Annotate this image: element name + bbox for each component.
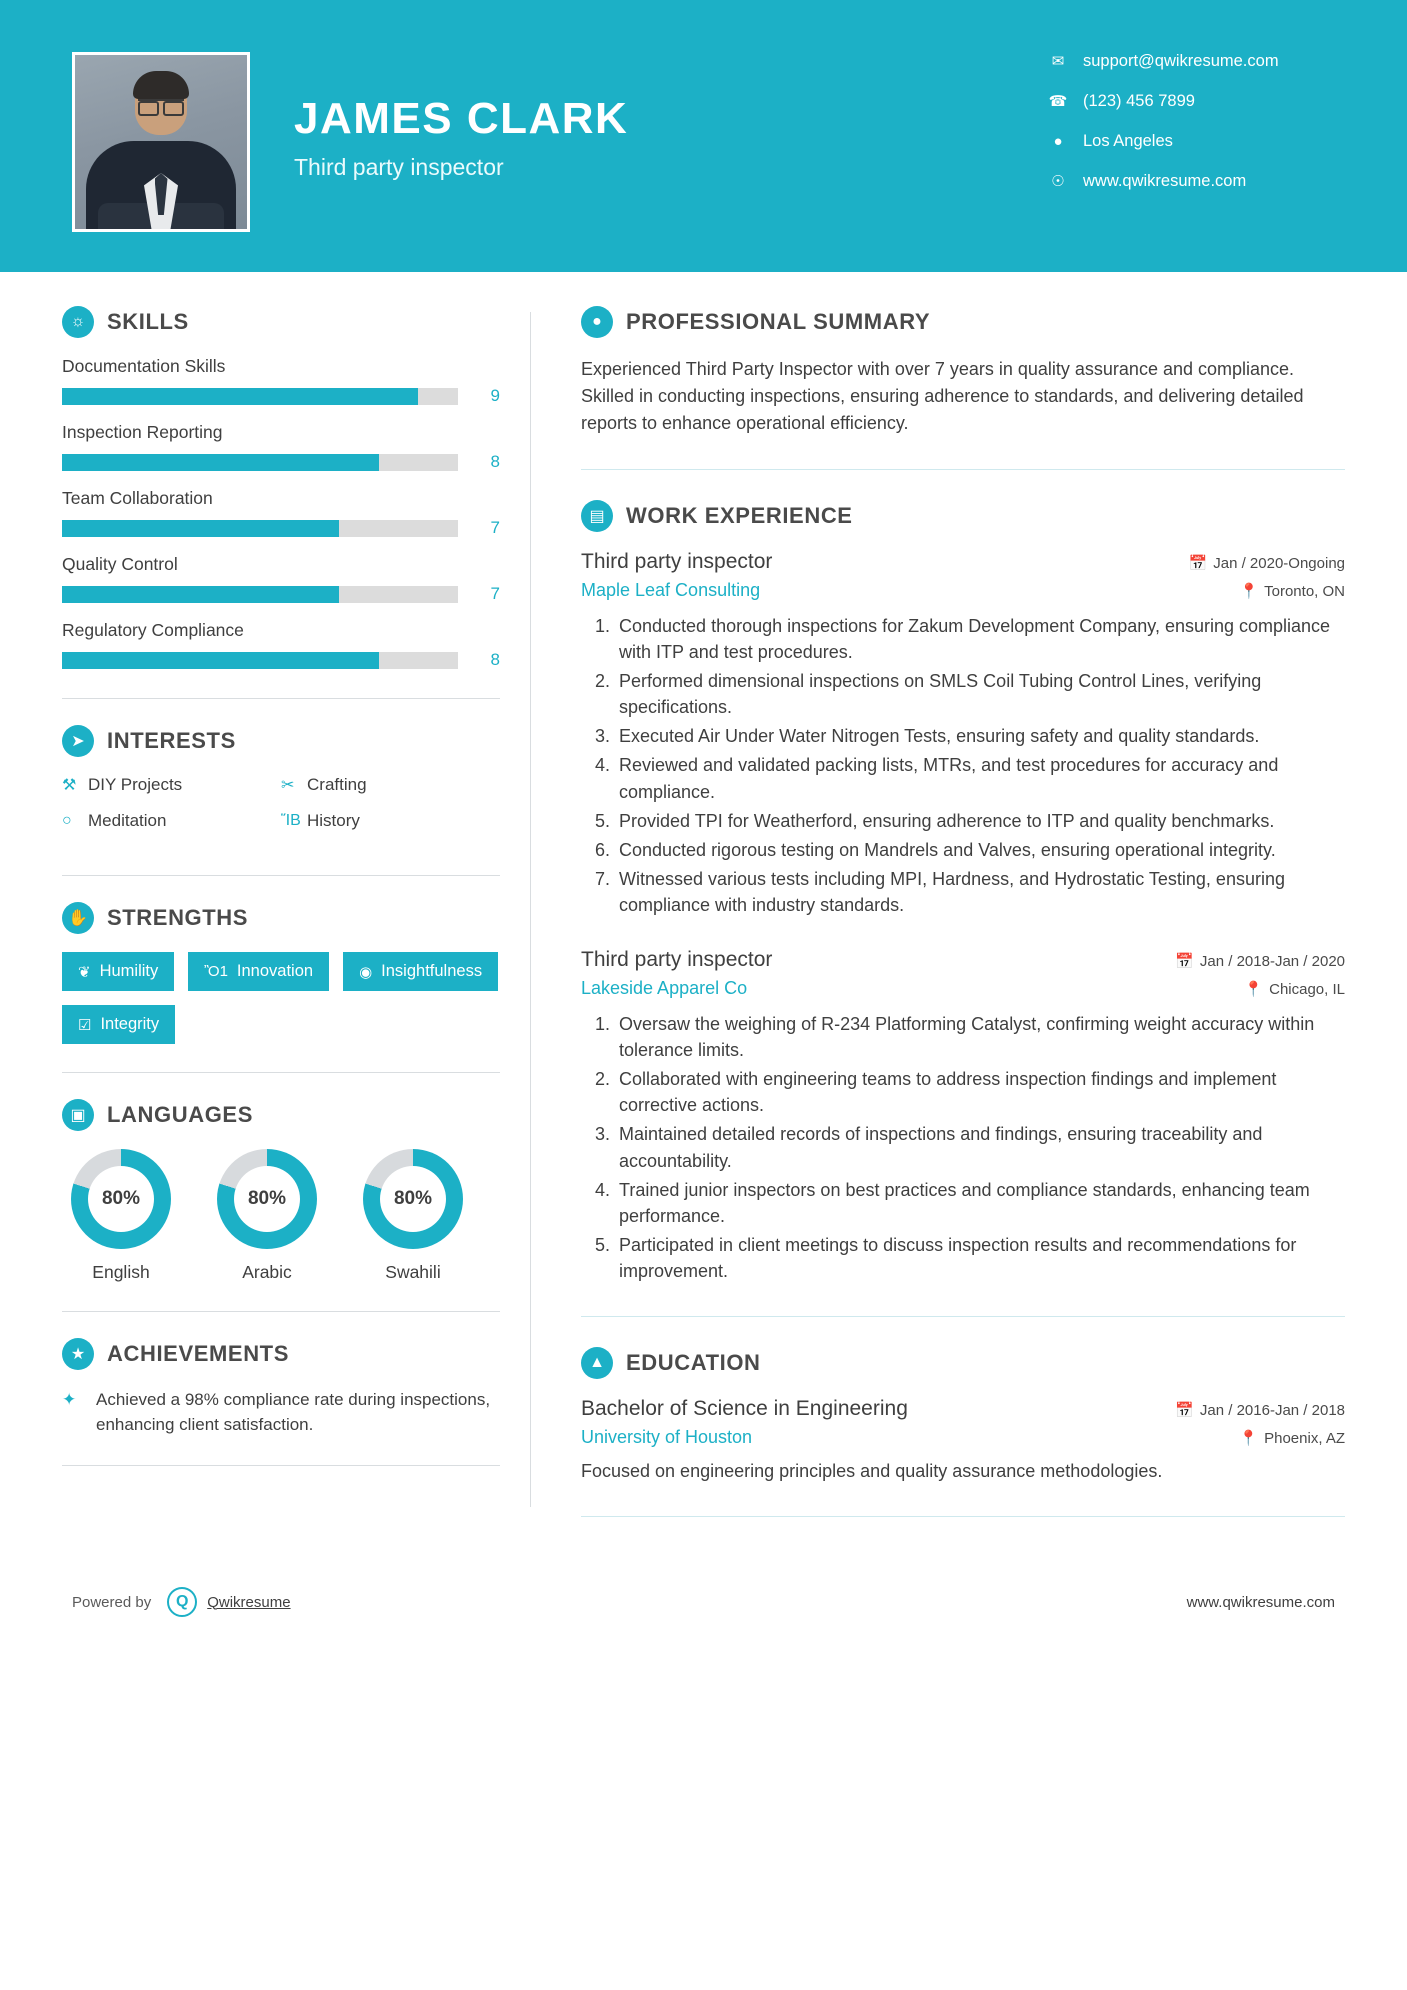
calendar-icon: 📅 bbox=[1175, 953, 1194, 971]
header-job-title: Third party inspector bbox=[294, 154, 504, 180]
job-position: Third party inspector bbox=[581, 948, 773, 972]
education-date bbox=[1175, 1401, 1345, 1419]
language-donut bbox=[363, 1149, 463, 1249]
duty-item: 5. Provided TPI for Weatherford, ensuring adherence to ITP and quality benchmarks. bbox=[615, 808, 1345, 834]
duty-item: 7. Witnessed various tests including MPI, Hardness, and Hydrostatic Testing, ensuring compliance with industry standards. bbox=[615, 866, 1345, 918]
duty-item: 2. Performed dimensional inspections on SMLS Coil Tubing Control Lines, verifying specifications. bbox=[615, 668, 1345, 720]
interest-item bbox=[281, 775, 500, 795]
work-title: WORK EXPERIENCE bbox=[626, 503, 853, 528]
skill-bar bbox=[62, 520, 458, 537]
interest-label: History bbox=[307, 811, 360, 830]
powered-by-label: Powered by bbox=[72, 1593, 152, 1611]
job-company: Maple Leaf Consulting bbox=[581, 580, 761, 600]
skills-title: SKILLS bbox=[107, 309, 189, 334]
language-donut bbox=[217, 1149, 317, 1249]
bulb-icon: Ὂ1 bbox=[204, 963, 228, 980]
strengths-list bbox=[62, 952, 500, 1044]
divider bbox=[62, 875, 500, 876]
skill-label: Regulatory Compliance bbox=[62, 620, 244, 640]
section-languages bbox=[62, 1099, 500, 1283]
language-item bbox=[62, 1149, 180, 1283]
lightbulb-icon: ☼ bbox=[62, 306, 94, 338]
location-pin-icon: 📍 bbox=[1244, 981, 1264, 999]
eye-icon: ◉ bbox=[359, 963, 373, 981]
skill-value: 7 bbox=[490, 518, 500, 537]
job-location-text: Toronto, ON bbox=[1264, 583, 1345, 600]
achievements-heading bbox=[62, 1338, 500, 1370]
left-column bbox=[62, 272, 500, 1547]
duty-item: 3. Executed Air Under Water Nitrogen Tests, ensuring safety and quality standards. bbox=[615, 723, 1345, 749]
education-list bbox=[581, 1397, 1345, 1484]
envelope-icon: ✉ bbox=[1051, 53, 1065, 70]
skill-item bbox=[62, 620, 500, 670]
resume-header bbox=[0, 0, 1407, 272]
interests-list bbox=[62, 775, 500, 847]
resume-body bbox=[0, 272, 1407, 1547]
languages-heading bbox=[62, 1099, 500, 1131]
skill-bar bbox=[62, 652, 458, 669]
duty-item: 5. Participated in client meetings to discuss inspection results and recommendations for improvement. bbox=[615, 1232, 1345, 1284]
wrench-icon: ⚒ bbox=[62, 777, 77, 794]
skill-label: Documentation Skills bbox=[62, 356, 226, 376]
job-company: Lakeside Apparel Co bbox=[581, 978, 748, 999]
language-label: Arabic bbox=[242, 1262, 292, 1282]
duty-item: 1. Conducted thorough inspections for Zakum Development Company, ensuring compliance with ITP and test procedures. bbox=[615, 613, 1345, 665]
language-card-icon: ▣ bbox=[62, 1099, 94, 1131]
strength-label: Integrity bbox=[100, 1015, 160, 1033]
contact-item-email[interactable] bbox=[1045, 52, 1345, 71]
powered-by bbox=[72, 1587, 291, 1617]
work-entry bbox=[581, 948, 1345, 1284]
user-circle-icon: ● bbox=[581, 306, 613, 338]
education-location bbox=[1239, 1429, 1345, 1447]
calendar-icon: 📅 bbox=[1175, 1401, 1194, 1419]
languages-list bbox=[62, 1149, 500, 1283]
language-item bbox=[208, 1149, 326, 1283]
education-degree: Bachelor of Science in Engineering bbox=[581, 1396, 908, 1420]
leaf-icon: ❦ bbox=[78, 963, 91, 981]
strength-chip bbox=[62, 1005, 175, 1044]
star-icon: ✦ bbox=[62, 1390, 77, 1409]
duty-item: 3. Maintained detailed records of inspections and findings, ensuring traceability and accountability. bbox=[615, 1121, 1345, 1173]
education-description: Focused on engineering principles and quality assurance methodologies. bbox=[581, 1460, 1163, 1481]
right-column bbox=[531, 272, 1345, 1547]
brand-link[interactable]: Qwikresume bbox=[207, 1593, 291, 1611]
strength-chip bbox=[343, 952, 498, 991]
skill-label: Inspection Reporting bbox=[62, 422, 223, 442]
globe-icon: ☉ bbox=[1051, 173, 1065, 190]
paper-plane-icon: ➤ bbox=[62, 725, 94, 757]
language-item bbox=[354, 1149, 472, 1283]
strength-chip bbox=[62, 952, 174, 991]
contact-website-text: www.qwikresume.com bbox=[1083, 172, 1247, 190]
skill-bar bbox=[62, 454, 458, 471]
location-pin-icon: ● bbox=[1053, 133, 1063, 150]
section-interests bbox=[62, 725, 500, 847]
skill-label: Team Collaboration bbox=[62, 488, 213, 508]
duty-item: 4. Trained junior inspectors on best practices and compliance standards, enhancing team performance. bbox=[615, 1177, 1345, 1229]
phone-icon: ☎ bbox=[1048, 93, 1068, 110]
skill-value: 9 bbox=[490, 386, 500, 405]
star-badge-icon: ★ bbox=[62, 1338, 94, 1370]
summary-heading bbox=[581, 306, 1345, 338]
divider bbox=[581, 1516, 1345, 1517]
job-location bbox=[1244, 980, 1345, 998]
language-percent: 80% bbox=[234, 1166, 300, 1232]
strength-label: Humility bbox=[99, 962, 159, 980]
contact-list bbox=[1045, 52, 1345, 212]
skill-item bbox=[62, 488, 500, 538]
achievements-title: ACHIEVEMENTS bbox=[107, 1341, 289, 1366]
page-title: JAMES CLARK bbox=[294, 94, 629, 143]
language-label: English bbox=[92, 1262, 150, 1282]
briefcase-icon: ▤ bbox=[581, 500, 613, 532]
strength-label: Insightfulness bbox=[381, 962, 483, 980]
strength-label: Innovation bbox=[236, 962, 314, 980]
section-work-experience bbox=[581, 500, 1345, 1284]
strengths-title: STRENGTHS bbox=[107, 905, 249, 930]
location-pin-icon: 📍 bbox=[1239, 583, 1259, 600]
education-title: EDUCATION bbox=[626, 1349, 761, 1375]
jobs-list bbox=[581, 550, 1345, 1284]
section-skills bbox=[62, 306, 500, 670]
summary-text: Experienced Third Party Inspector with over 7 years in quality assurance and compliance. Skilled in conducting inspections, ensuring adherence to standards, and delivering detailed reports to enhance operational efficiency. bbox=[581, 359, 1304, 433]
hand-icon: ✋ bbox=[62, 902, 94, 934]
contact-item-location bbox=[1045, 132, 1345, 151]
skill-bar bbox=[62, 388, 458, 405]
interest-item bbox=[62, 811, 281, 831]
skill-item bbox=[62, 356, 500, 406]
work-heading bbox=[581, 500, 1345, 532]
skill-value: 7 bbox=[490, 584, 500, 603]
interest-item bbox=[281, 811, 500, 831]
footer bbox=[0, 1587, 1407, 1617]
education-school: University of Houston bbox=[581, 1426, 753, 1447]
education-heading bbox=[581, 1347, 1345, 1379]
qwikresume-logo-icon: Q bbox=[167, 1587, 197, 1617]
achievement-text: Achieved a 98% compliance rate during inspections, enhancing client satisfaction. bbox=[96, 1390, 491, 1434]
divider bbox=[62, 1311, 500, 1312]
job-date bbox=[1175, 952, 1345, 970]
strengths-heading bbox=[62, 902, 500, 934]
divider bbox=[62, 698, 500, 699]
contact-email-text: support@qwikresume.com bbox=[1083, 52, 1279, 70]
circle-icon: ○ bbox=[62, 812, 72, 829]
education-location-text: Phoenix, AZ bbox=[1264, 1429, 1345, 1447]
duties-list bbox=[615, 613, 1345, 918]
skill-value: 8 bbox=[490, 650, 500, 669]
job-location bbox=[1239, 582, 1345, 600]
location-pin-icon: 📍 bbox=[1239, 1429, 1259, 1447]
interest-label: Crafting bbox=[307, 775, 367, 794]
duties-list bbox=[615, 1011, 1345, 1284]
graduation-icon: ▲ bbox=[581, 1347, 613, 1379]
contact-location-text: Los Angeles bbox=[1083, 132, 1173, 150]
work-entry bbox=[581, 550, 1345, 918]
section-education bbox=[581, 1347, 1345, 1484]
divider bbox=[62, 1465, 500, 1466]
avatar bbox=[72, 52, 250, 232]
education-date-text: Jan / 2016-Jan / 2018 bbox=[1199, 1401, 1345, 1419]
language-percent: 80% bbox=[380, 1166, 446, 1232]
achievement-item bbox=[62, 1388, 500, 1437]
section-strengths bbox=[62, 902, 500, 1044]
education-entry bbox=[581, 1397, 1345, 1484]
skills-heading bbox=[62, 306, 500, 338]
interests-title: INTERESTS bbox=[107, 728, 236, 753]
skill-item bbox=[62, 422, 500, 472]
footer-url[interactable]: www.qwikresume.com bbox=[1186, 1593, 1335, 1611]
job-position: Third party inspector bbox=[581, 550, 773, 573]
contact-phone-text: (123) 456 7899 bbox=[1083, 92, 1195, 110]
languages-title: LANGUAGES bbox=[107, 1102, 253, 1127]
interest-label: DIY Projects bbox=[88, 775, 183, 794]
skill-bar bbox=[62, 586, 458, 603]
language-donut bbox=[71, 1149, 171, 1249]
scissors-icon: ✂ bbox=[281, 777, 295, 794]
contact-item-phone[interactable] bbox=[1045, 92, 1345, 111]
job-date-text: Jan / 2018-Jan / 2020 bbox=[1199, 953, 1345, 971]
job-date-text: Jan / 2020-Ongoing bbox=[1213, 555, 1345, 572]
duty-item: 2. Collaborated with engineering teams to address inspection findings and implement corrective actions. bbox=[615, 1066, 1345, 1118]
calendar-icon: 📅 bbox=[1188, 555, 1208, 572]
summary-title: PROFESSIONAL SUMMARY bbox=[626, 309, 931, 334]
divider bbox=[62, 1072, 500, 1073]
skill-label: Quality Control bbox=[62, 554, 178, 574]
divider bbox=[581, 469, 1345, 470]
strength-chip bbox=[188, 952, 329, 991]
interest-item bbox=[62, 775, 281, 795]
interests-heading bbox=[62, 725, 500, 757]
duty-item: 1. Oversaw the weighing of R-234 Platforming Catalyst, confirming weight accuracy within tolerance limits. bbox=[615, 1011, 1345, 1063]
interest-label: Meditation bbox=[88, 811, 167, 830]
section-achievements bbox=[62, 1338, 500, 1437]
skill-item bbox=[62, 554, 500, 604]
check-square-icon: ☑ bbox=[78, 1016, 92, 1034]
job-location-text: Chicago, IL bbox=[1269, 981, 1345, 999]
language-label: Swahili bbox=[385, 1262, 441, 1282]
contact-item-website[interactable] bbox=[1045, 172, 1345, 191]
bank-icon: ἽB bbox=[281, 812, 301, 829]
language-percent: 80% bbox=[88, 1166, 154, 1232]
skill-value: 8 bbox=[490, 452, 500, 471]
duty-item: 6. Conducted rigorous testing on Mandrels and Valves, ensuring operational integrity. bbox=[615, 837, 1345, 863]
job-date bbox=[1189, 554, 1345, 572]
name-block bbox=[294, 52, 628, 181]
divider bbox=[581, 1316, 1345, 1317]
section-summary bbox=[581, 306, 1345, 437]
skills-list bbox=[62, 356, 500, 670]
duty-item: 4. Reviewed and validated packing lists, MTRs, and test procedures for accuracy and compliance. bbox=[615, 752, 1345, 804]
